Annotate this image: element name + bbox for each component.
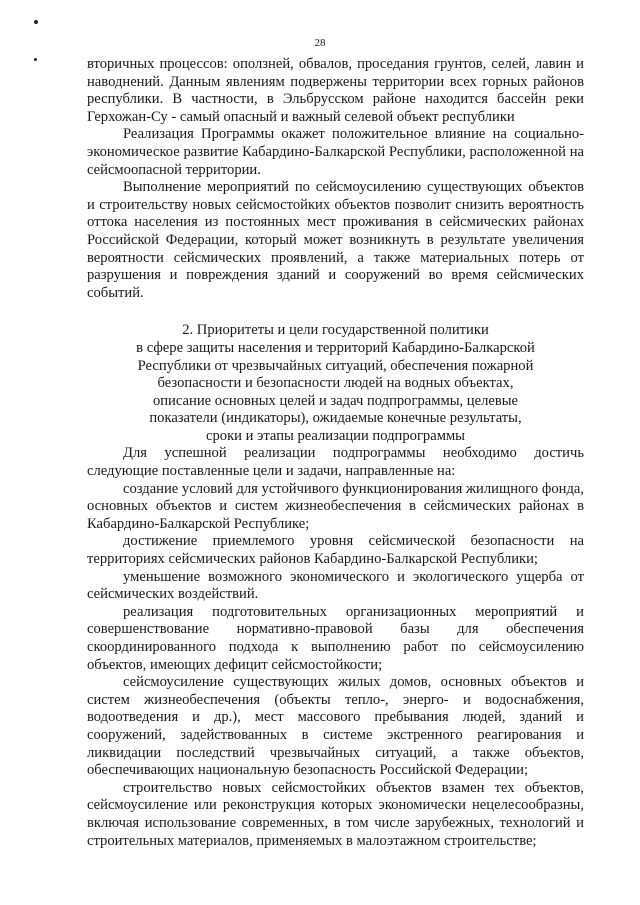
list-item: сейсмоусиление существующих жилых домов, основных объектов и систем жизнеобеспечения (объекты тепло-, энерго- и водоснабжения, водоотведения и др.), мест массового пребывания людей, зданий и сооружений, задействованных в системе экстренного реагирования и ликвидации последствий чрезвычайных ситуаций, а также объектов, обеспечивающих национальную безопасность Российской Федерации;: [87, 674, 584, 779]
page-number: 28: [314, 37, 326, 49]
list-item: достижение приемлемого уровня сейсмической безопасности на территориях сейсмических районов Кабардино-Балкарской Республики;: [87, 533, 584, 568]
list-item: реализация подготовительных организационных мероприятий и совершенствование нормативно-правовой базы для обеспечения скоординированного подхода к выполнению работ по сейсмоусилению объектов, имеющих дефицит сейсмостойкости;: [87, 603, 584, 673]
heading-line: безопасности и безопасности людей на водных объектах,: [157, 375, 514, 392]
lead-paragraph: Для успешной реализации подпрограммы необходимо достичь следующие поставленные цели и задачи, направленные на:: [87, 445, 584, 480]
heading-line: сроки и этапы реализации подпрограммы: [206, 427, 465, 444]
document-body: [87, 56, 584, 850]
heading-line: 2. Приоритеты и цели государственной политики: [182, 322, 489, 339]
scan-mark: [34, 20, 38, 24]
list-item: строительство новых сейсмостойких объектов взамен тех объектов, сейсмоусиление или реконструкция которых экономически нецелесообразны, включая использование современных, в том числе зарубежных, технологий и строительных материалов, применяемых в малоэтажном строительстве;: [87, 779, 584, 849]
heading-line: в сфере защиты населения и территорий Кабардино-Балкарской: [136, 339, 535, 356]
list-item: уменьшение возможного экономического и экологического ущерба от сейсмических воздействий.: [87, 568, 584, 603]
paragraph: Выполнение мероприятий по сейсмоусилению существующих объектов и строительству новых сейсмостойких объектов позволит снизить вероятность оттока населения из постоянных мест проживания в сейсмических районах Российской Федерации, который может возникнуть в результате увеличения вероятности сейсмических проявлений, а также материальных потерь от разрушения и повреждения зданий и сооружений во время сейсмических событий.: [87, 179, 584, 301]
section-heading: [87, 322, 584, 445]
list-item: создание условий для устойчивого функционирования жилищного фонда, основных объектов и систем жизнеобеспечения в сейсмических районах в Кабардино-Балкарской Республике;: [87, 480, 584, 532]
heading-line: описание основных целей и задач подпрограммы, целевые: [152, 392, 519, 409]
scan-mark: [34, 58, 37, 61]
paragraph: Реализация Программы окажет положительное влияние на социально-экономическое развитие Кабардино-Балкарской Республики, расположенной на сейсмоопасной территории.: [87, 126, 584, 178]
paragraph: вторичных процессов: оползней, обвалов, проседания грунтов, селей, лавин и наводнений. Данным явлениям подвержены территории всех горных районов республики. В частности, в Эльбрусском районе находится бассейн реки Герхожан-Су - самый опасный и важный селевой объект республики: [87, 56, 584, 125]
heading-line: показатели (индикаторы), ожидаемые конечные результаты,: [149, 410, 522, 427]
heading-line: Республики от чрезвычайных ситуаций, обеспечения пожарной: [137, 357, 534, 374]
